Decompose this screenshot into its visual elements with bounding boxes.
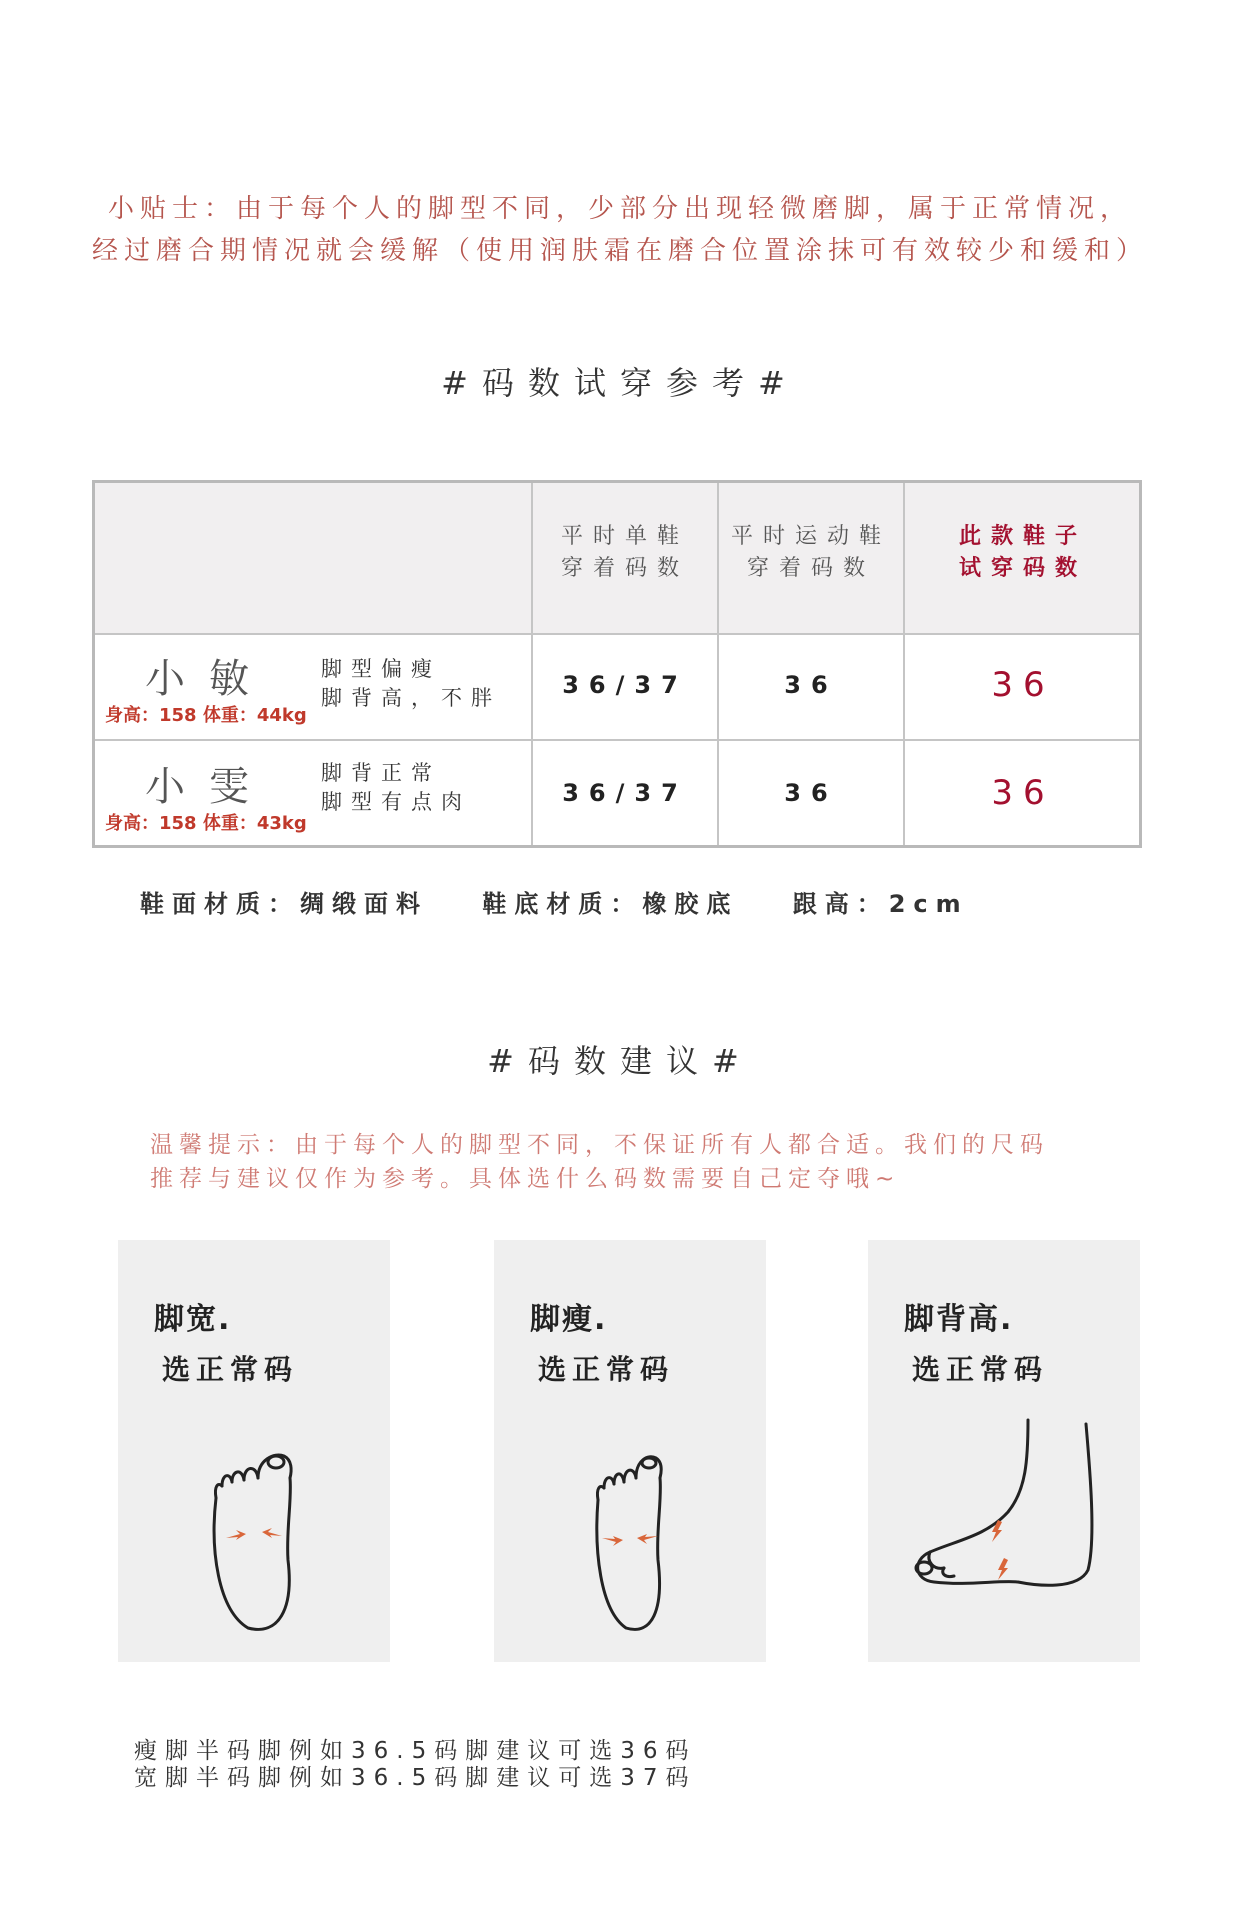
row1-this-size: 36 <box>991 665 1055 705</box>
header-this-shoe: 此款鞋子 试穿码数 <box>958 524 1087 581</box>
row2-info: 身高：158 体重：43kg <box>105 813 307 834</box>
foot-high-instep-icon <box>868 1390 1140 1662</box>
card-title: 脚背高. <box>904 1302 1014 1337</box>
bottom-note-line2: 宽脚半码脚例如36.5码脚建议可选37码 <box>134 1765 697 1791</box>
bottom-note-line1: 瘦脚半码脚例如36.5码脚建议可选36码 <box>134 1738 697 1764</box>
size-trial-title: #码数试穿参考# <box>441 364 799 402</box>
foot-wide-icon <box>118 1390 390 1662</box>
row1-desc: 脚型偏瘦 脚背高，不胖 <box>321 657 501 710</box>
materials-line <box>140 884 1007 919</box>
card-subtitle: 选正常码 <box>912 1353 1049 1386</box>
card-thin-foot <box>494 1240 766 1662</box>
warm-tip-line1: 温馨提示：由于每个人的脚型不同，不保证所有人都合适。我们的尺码 <box>150 1132 1049 1158</box>
heel-height: 跟高：2cm <box>792 890 969 918</box>
row2-sport-size: 36 <box>784 779 838 807</box>
card-subtitle: 选正常码 <box>162 1353 299 1386</box>
warm-tip <box>150 1128 1110 1196</box>
card-wide-foot <box>118 1240 390 1662</box>
upper-material: 鞋面材质：绸缎面料 <box>140 890 428 918</box>
row2-this-size: 36 <box>991 773 1055 813</box>
card-title: 脚宽. <box>154 1302 232 1337</box>
foot-thin-icon <box>494 1390 766 1662</box>
header-sport-shoe: 平时运动鞋 穿着码数 <box>730 524 891 581</box>
top-tip-line2: 经过磨合期情况就会缓解（使用润肤霜在磨合位置涂抹可有效较少和缓和） <box>91 236 1148 266</box>
sole-material: 鞋底材质：橡胶底 <box>482 890 739 918</box>
size-trial-table <box>92 480 1142 848</box>
top-tip <box>0 188 1240 272</box>
header-single-shoe: 平时单鞋 穿着码数 <box>560 524 689 581</box>
card-subtitle: 选正常码 <box>538 1353 675 1386</box>
row2-name: 小雯 <box>145 764 273 810</box>
card-high-instep <box>868 1240 1140 1662</box>
row2-single-size: 36/37 <box>562 779 688 807</box>
row1-sport-size: 36 <box>784 671 838 699</box>
row2-desc: 脚背正常 脚型有点肉 <box>321 761 471 814</box>
warm-tip-line2: 推荐与建议仅作为参考。具体选什么码数需要自己定夺哦~ <box>150 1166 901 1192</box>
row1-name: 小敏 <box>145 656 273 702</box>
top-tip-line1: 小贴士：由于每个人的脚型不同，少部分出现轻微磨脚，属于正常情况， <box>107 194 1132 224</box>
bottom-note <box>134 1738 696 1792</box>
size-advice-title: #码数建议# <box>487 1042 753 1080</box>
row1-info: 身高：158 体重：44kg <box>105 705 307 726</box>
card-title: 脚瘦. <box>530 1302 608 1337</box>
row1-single-size: 36/37 <box>562 671 688 699</box>
